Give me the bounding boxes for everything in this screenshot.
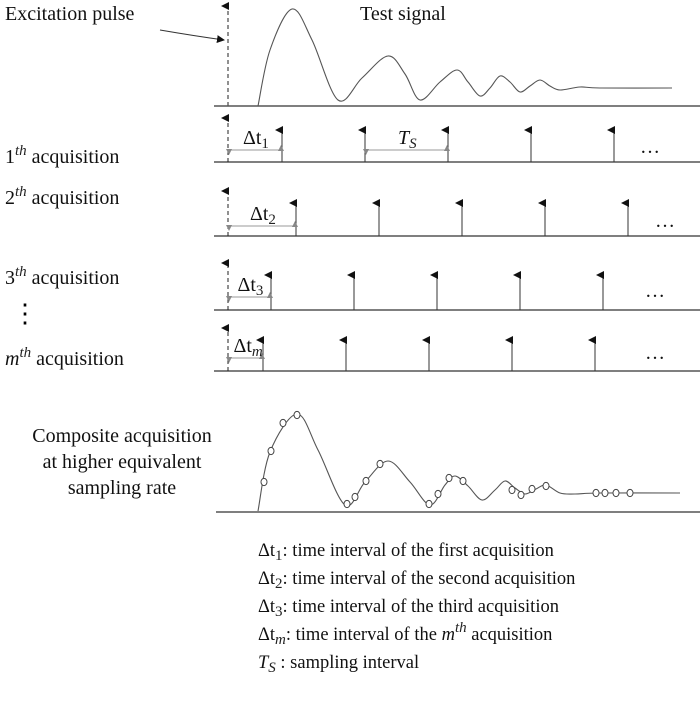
composite-samples	[261, 411, 633, 507]
sampling-interval-label: $T_S$	[398, 127, 417, 152]
test-signal-label: Test signal	[360, 3, 446, 25]
excitation-pointer-arrow	[160, 30, 224, 40]
acquisition-label: 1th acquisition	[5, 143, 120, 168]
legend	[258, 541, 575, 676]
sample-point-marker	[602, 489, 608, 496]
delta-t-label: $\Delta t_1$	[243, 127, 269, 152]
ellipsis: …	[655, 210, 675, 232]
delta-t-label: $\Delta t_m$	[233, 335, 263, 360]
acquisition-row-4	[5, 328, 700, 371]
sample-point-marker	[268, 447, 274, 454]
sample-point-marker	[261, 478, 267, 485]
legend-item-dt1: $\Delta t_1$: time interval of the first acquisition	[258, 541, 554, 564]
sample-point-marker	[543, 482, 549, 489]
sample-point-marker	[509, 486, 515, 493]
acquisition-row-2	[5, 184, 700, 236]
legend-item-dt3: $\Delta t_3$: time interval of the third acquisition	[258, 597, 559, 620]
acquisition-row-3	[5, 263, 700, 310]
sample-point-marker	[460, 477, 466, 484]
delta-t-label: $\Delta t_3$	[237, 274, 264, 299]
sample-point-marker	[518, 491, 524, 498]
test-signal-waveform	[258, 9, 672, 106]
acquisition-label: $m^{th}$ acquisition	[5, 345, 124, 370]
ellipsis: …	[645, 280, 665, 302]
acquisition-label: 3th acquisition	[5, 264, 120, 289]
ellipsis: …	[640, 136, 660, 158]
delta-t-label: $\Delta t_2$	[250, 203, 276, 228]
legend-item-dtm: $\Delta t_m$: time interval of the $m^{th}$ acquisition	[258, 620, 553, 648]
sample-point-marker	[593, 489, 599, 496]
sample-point-marker	[627, 489, 633, 496]
ellipsis: …	[645, 342, 665, 364]
sample-point-marker	[426, 500, 432, 507]
sample-point-marker	[294, 411, 300, 418]
sample-point-marker	[377, 460, 383, 467]
sample-point-marker	[344, 500, 350, 507]
legend-item-dt2: $\Delta t_2$: time interval of the second acquisition	[258, 569, 576, 592]
legend-item-ts: $T_S$ : sampling interval	[258, 653, 420, 676]
sample-point-marker	[529, 485, 535, 492]
sample-point-marker	[446, 474, 452, 481]
excitation-pulse-label: Excitation pulse	[5, 3, 135, 25]
acquisition-row-1	[5, 118, 700, 168]
sample-point-marker	[352, 493, 358, 500]
composite-label-line-2: at higher equivalent	[42, 451, 202, 473]
composite-label-line-1: Composite acquisition	[32, 425, 212, 447]
sample-point-marker	[613, 489, 619, 496]
acquisition-label: 2th acquisition	[5, 184, 120, 209]
sample-point-marker	[363, 477, 369, 484]
sample-point-marker	[280, 419, 286, 426]
composite-label-line-3: sampling rate	[67, 477, 177, 499]
vertical-ellipsis: ⋮	[12, 299, 38, 328]
sample-point-marker	[435, 490, 441, 497]
